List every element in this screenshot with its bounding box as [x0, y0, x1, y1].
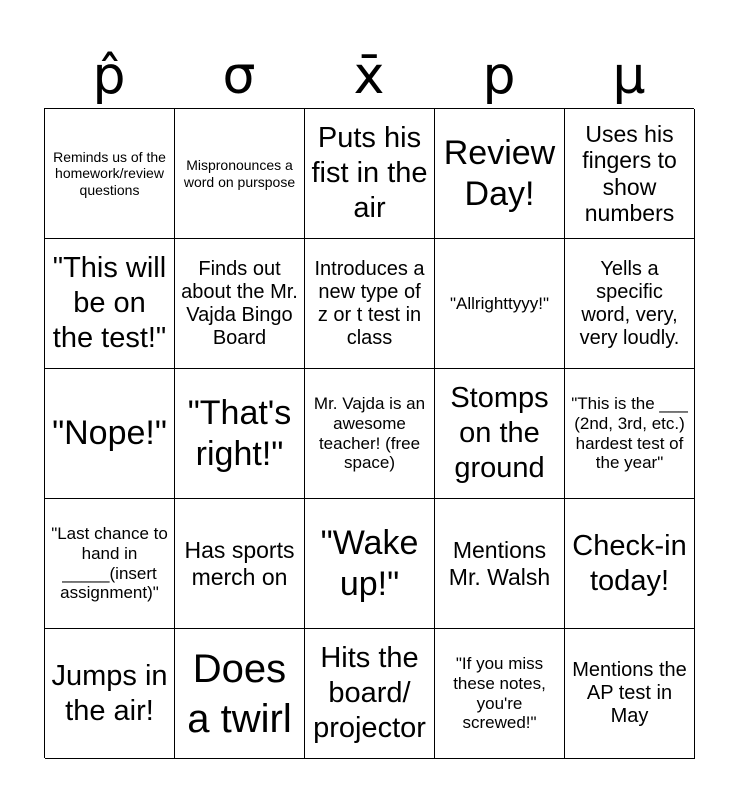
bingo-cell[interactable]: Check-in today!	[565, 499, 695, 629]
bingo-cell[interactable]: "This is the ___ (2nd, 3rd, etc.) hardest test of the year"	[565, 369, 695, 499]
bingo-cell[interactable]: Does a twirl	[175, 629, 305, 759]
bingo-cell[interactable]: Stomps on the ground	[435, 369, 565, 499]
bingo-cell free-space-cell[interactable]: Mr. Vajda is an awesome teacher! (free space)	[305, 369, 435, 499]
bingo-cell[interactable]: Hits the board/ projector	[305, 629, 435, 759]
bingo-cell[interactable]: Review Day!	[435, 109, 565, 239]
bingo-cell[interactable]: Mentions the AP test in May	[565, 629, 695, 759]
bingo-cell[interactable]: "Wake up!"	[305, 499, 435, 629]
bingo-cell[interactable]: Jumps in the air!	[45, 629, 175, 759]
bingo-header	[44, 44, 694, 108]
bingo-cell[interactable]: Mentions Mr. Walsh	[435, 499, 565, 629]
header-letter-mu: μ	[612, 46, 646, 106]
bingo-cell[interactable]: Puts his fist in the air	[305, 109, 435, 239]
header-letter-p: p	[482, 46, 516, 106]
bingo-cell[interactable]: Reminds us of the homework/review questions	[45, 109, 175, 239]
bingo-board	[44, 108, 694, 758]
bingo-cell[interactable]: "Allrighttyyy!"	[435, 239, 565, 369]
header-letter-sigma: σ	[222, 46, 256, 106]
bingo-cell[interactable]: Mispronounces a word on purspose	[175, 109, 305, 239]
bingo-cell[interactable]: Finds out about the Mr. Vajda Bingo Board	[175, 239, 305, 369]
bingo-cell[interactable]: "This will be on the test!"	[45, 239, 175, 369]
bingo-cell[interactable]: "Nope!"	[45, 369, 175, 499]
bingo-cell[interactable]: "If you miss these notes, you're screwed!"	[435, 629, 565, 759]
bingo-cell[interactable]: Yells a specific word, very, very loudly.	[565, 239, 695, 369]
bingo-cell[interactable]: "Last chance to hand in _____(insert assignment)"	[45, 499, 175, 629]
header-letter-x-bar: x̄	[353, 46, 385, 106]
bingo-cell[interactable]: Introduces a new type of z or t test in class	[305, 239, 435, 369]
bingo-cell[interactable]: Uses his fingers to show numbers	[565, 109, 695, 239]
bingo-cell[interactable]: "That's right!"	[175, 369, 305, 499]
bingo-cell[interactable]: Has sports merch on	[175, 499, 305, 629]
header-letter-p-hat: p̂	[92, 46, 126, 106]
